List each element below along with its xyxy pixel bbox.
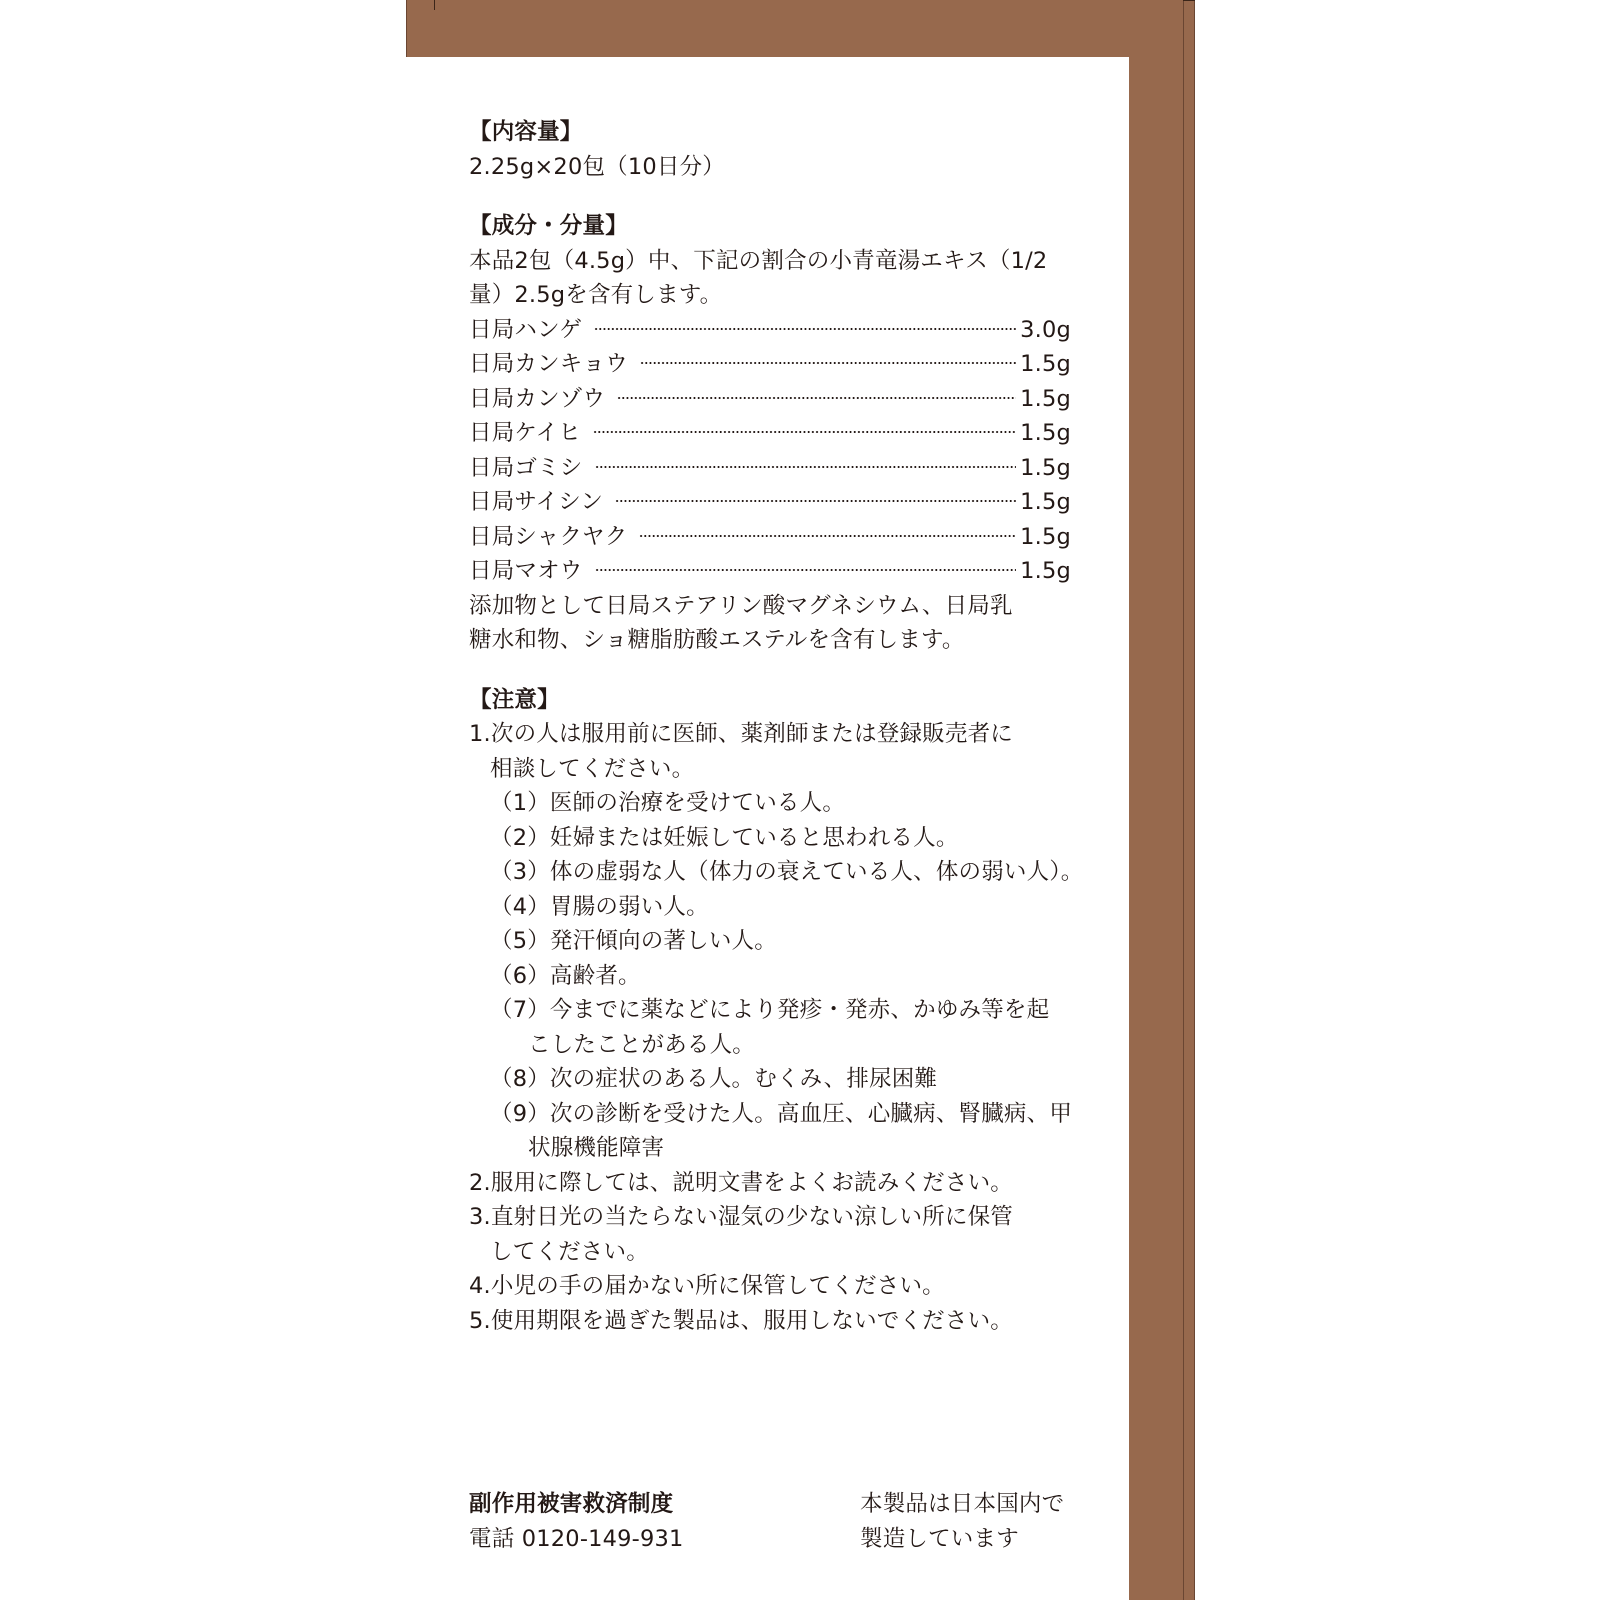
package-side-crease [1183, 0, 1184, 1600]
caution-sub-item: （2）妊婦または妊娠していると思われる人。 [490, 824, 959, 851]
dot-leader [617, 397, 1016, 399]
caution-sub-item: （4）胃腸の弱い人。 [490, 893, 709, 920]
ingredient-row [469, 313, 1071, 348]
ingredient-name: 日局サイシン [469, 489, 604, 515]
ingredient-name: 日局カンキョウ [469, 351, 628, 377]
additives-line: 糖水和物、ショ糖脂肪酸エステルを含有します。 [469, 627, 965, 653]
dot-leader [639, 535, 1016, 537]
ingredient-row [469, 451, 1071, 486]
contents-heading: 【内容量】 [469, 119, 583, 145]
ingredient-name: 日局シャクヤク [469, 523, 628, 550]
relief-system-block [469, 1487, 684, 1556]
ingredient-row [469, 382, 1071, 417]
ingredient-row [469, 554, 1071, 589]
ingredient-name: 日局ハンゲ [469, 316, 583, 343]
dot-leader [615, 500, 1016, 502]
caution-item: 2.服用に際しては、説明文書をよくお読みください。 [469, 1169, 1013, 1196]
dot-leader [640, 362, 1016, 364]
dot-leader [594, 328, 1016, 330]
made-in-line: 本製品は日本国内で [860, 1491, 1065, 1517]
caution-sub-item: （1）医師の治療を受けている人。 [490, 790, 846, 816]
ingredient-list [469, 313, 1081, 589]
made-in-japan-note [860, 1487, 1064, 1556]
caution-sub-item: （7）今までに薬などにより発疹・発赤、かゆみ等を起 [490, 997, 1050, 1023]
ingredient-amount: 1.5g [1020, 385, 1071, 412]
caution-item-continuation: してください。 [490, 1238, 649, 1265]
ingredient-name: 日局マオウ [469, 558, 583, 584]
caution-item: 4.小児の手の届かない所に保管してください。 [469, 1273, 945, 1299]
made-in-line: 製造しています [860, 1525, 1019, 1552]
ingredients-intro-line: 本品2包（4.5g）中、下記の割合の小青竜湯エキス（1/2 [469, 247, 1048, 274]
ingredient-amount: 3.0g [1020, 316, 1071, 343]
relief-system-phone: 電話 0120-149-931 [469, 1525, 684, 1552]
caution-item: 3.直射日光の当たらない湿気の少ない涼しい所に保管 [469, 1204, 1013, 1230]
ingredient-amount: 1.5g [1020, 351, 1071, 377]
ingredient-row [469, 347, 1071, 382]
caution-sub-item: （8）次の症状のある人。むくみ、排尿困難 [490, 1066, 938, 1092]
ingredient-name: 日局カンゾウ [469, 385, 606, 412]
ingredient-amount: 1.5g [1020, 489, 1071, 515]
label-panel [406, 57, 1129, 1600]
dot-leader [595, 466, 1017, 468]
dot-leader [595, 569, 1017, 571]
label-content [469, 115, 1084, 1338]
caution-sub-item-continuation: こしたことがある人。 [528, 1031, 756, 1058]
caution-item-continuation: 相談してください。 [490, 755, 695, 782]
ingredient-amount: 1.5g [1020, 523, 1071, 550]
ingredients-intro-line: 量）2.5gを含有します。 [469, 282, 723, 308]
caution-sub-item-continuation: 状腺機能障害 [528, 1135, 665, 1161]
relief-system-title: 副作用被害救済制度 [469, 1491, 674, 1517]
caution-sub-item: （9）次の診断を受けた人。高血圧、心臓病、腎臓病、甲 [490, 1100, 1073, 1127]
ingredient-amount: 1.5g [1020, 558, 1071, 584]
ingredient-name: 日局ゴミシ [469, 454, 583, 481]
dot-leader [593, 431, 1016, 433]
package-top-crease [434, 0, 435, 10]
package-flap-edge [1183, 0, 1195, 1]
caution-sub-item: （6）高齢者。 [490, 962, 641, 989]
caution-sub-item: （5）発汗傾向の著しい人。 [490, 928, 777, 954]
caution-item: 5.使用期限を過ぎた製品は、服用しないでください。 [469, 1307, 1013, 1334]
ingredient-row [469, 520, 1071, 555]
contents-value: 2.25g×20包（10日分） [469, 153, 725, 180]
caution-heading: 【注意】 [469, 686, 560, 713]
additives-line: 添加物として日局ステアリン酸マグネシウム、日局乳 [469, 592, 1013, 619]
caution-sub-item: （3）体の虚弱な人（体力の衰えている人、体の弱い人）。 [490, 859, 1084, 885]
ingredient-row [469, 416, 1071, 451]
ingredient-amount: 1.5g [1020, 454, 1071, 481]
ingredients-heading: 【成分・分量】 [469, 213, 628, 239]
ingredient-amount: 1.5g [1020, 420, 1071, 446]
ingredient-name: 日局ケイヒ [469, 420, 581, 446]
ingredient-row [469, 485, 1071, 520]
package-outline-right [1194, 0, 1195, 1600]
caution-item: 1.次の人は服用前に医師、薬剤師または登録販売者に [469, 721, 1013, 747]
